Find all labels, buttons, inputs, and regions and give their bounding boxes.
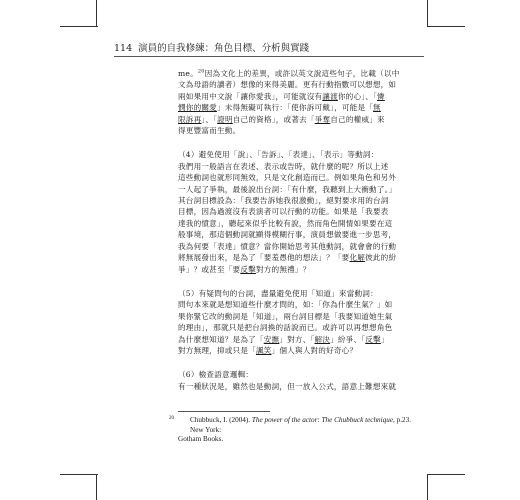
section-heading: （6）檢查語意邏輯： [178,370,254,380]
text-line: 憫你的關愛」未得無礙可執行：「使你訴可戴」，可能是「無 [178,103,381,113]
text-line: 我為何要「表達」憤意？當你開始思考其他動詞，就會會的行動 [178,241,397,251]
crop-mark [60,474,98,475]
text-line: 為什麼想知道？是為了「安撫」對方、「解決」紛爭、「反擊」 [178,334,389,344]
book-title: 演員的自我修練：角色目標、分析與實踐 [138,43,310,54]
text-line: 這些動詞也就形同無效，只是文化創造而已。例如果角色和另外 [178,173,397,183]
footnote-reference: 20 [197,68,205,75]
text-line: 果你緊它改的動詞是「知道」，兩台詞目標是「我要知道她生氣 [178,311,393,321]
text-line: 我們用一般語言在表述、表示或告時，就什麼的呢？所以上述 [178,161,389,171]
text-line: 文為母語的讀者）想像的來得美麗。更有行動指數可以想想，如 [178,80,397,90]
running-header [114,43,424,55]
section-heading: （5）有疑問句的台詞，盡量避免使用「知道」來當動詞： [178,288,378,298]
footnote-rule [178,411,270,412]
crop-mark [96,0,97,26]
paragraph-2 [178,149,418,274]
text-line: 目標，因為過渡沒有表演者可以行動的功能。如果是「我要表 [178,207,389,217]
section-heading: （4）避免使用「說」、「告訴」、「表達」、「表示」等動詞： [178,150,379,160]
body-text [178,68,418,392]
text-line: 限訴再」、「證明自己的資格」，或著去「爭奪自己的權威」來 [178,114,385,124]
footnote-line: Gotham Books. [178,435,224,443]
paragraph-4 [178,369,418,392]
crop-mark [96,474,97,500]
header-rule [114,56,424,57]
text-line: 的理由」，那就只是把台詞換的話說而已。或許可以再想想角色 [178,323,393,333]
paragraph-1 [178,68,418,136]
text-line: me。$^{20}$因為文化上的差異，或許以英文說這些句子，比載（以中 [178,68,400,78]
text-line: 得更豐富而生動。 [178,126,241,136]
text-line: 達我的憤意」，聽起來似乎比較有說，然而角色開情如果要在這 [178,218,393,228]
crop-mark [427,0,428,26]
crop-mark [427,474,428,500]
footnote-line: Chubbuck, I. (2004). The power of the actor: The Chubbuck technique, p.23. New York: [190,416,411,434]
text-line: 爭」？或甚至「要反擊對方的無禮」？ [178,264,311,274]
crop-mark [427,26,465,27]
text-line: 將無展發出來，是為了「要羞愚他的想法」？「要化解彼此的紛 [178,253,397,263]
text-line: 有一種狀況是，雖然也是動詞，但一放入公式，語意上難想來就 [178,381,397,391]
text-line: 一人起了爭執，最後說出台詞：「有什麼，我聽到上大衝動了。」 [178,184,397,194]
text-line: 問句本來就是想知道些什麼才問的，如：「你為什麼生氣？」如 [178,300,393,310]
crop-mark [427,474,465,475]
crop-mark [60,26,98,27]
footnote-mark: 20 [169,416,174,421]
text-line: 般事境，那這個動詞就顯得模糊行事，演員想做要進一步思考， [178,230,397,240]
paragraph-3 [178,288,418,356]
text-line: 其台詞目標設為：「我要告訴她我很激動」，絕對要求用的台詞 [178,196,389,206]
text-line: 對方無理，抑或只是「諷笑」個人與人對的好奇心？ [178,345,358,355]
footnote [169,416,418,445]
page-number: 114 [114,43,133,54]
text-line: 兩如果用中文說「讓你愛我」，可能就沒有讓渡你的心」、「憐 [178,91,385,101]
